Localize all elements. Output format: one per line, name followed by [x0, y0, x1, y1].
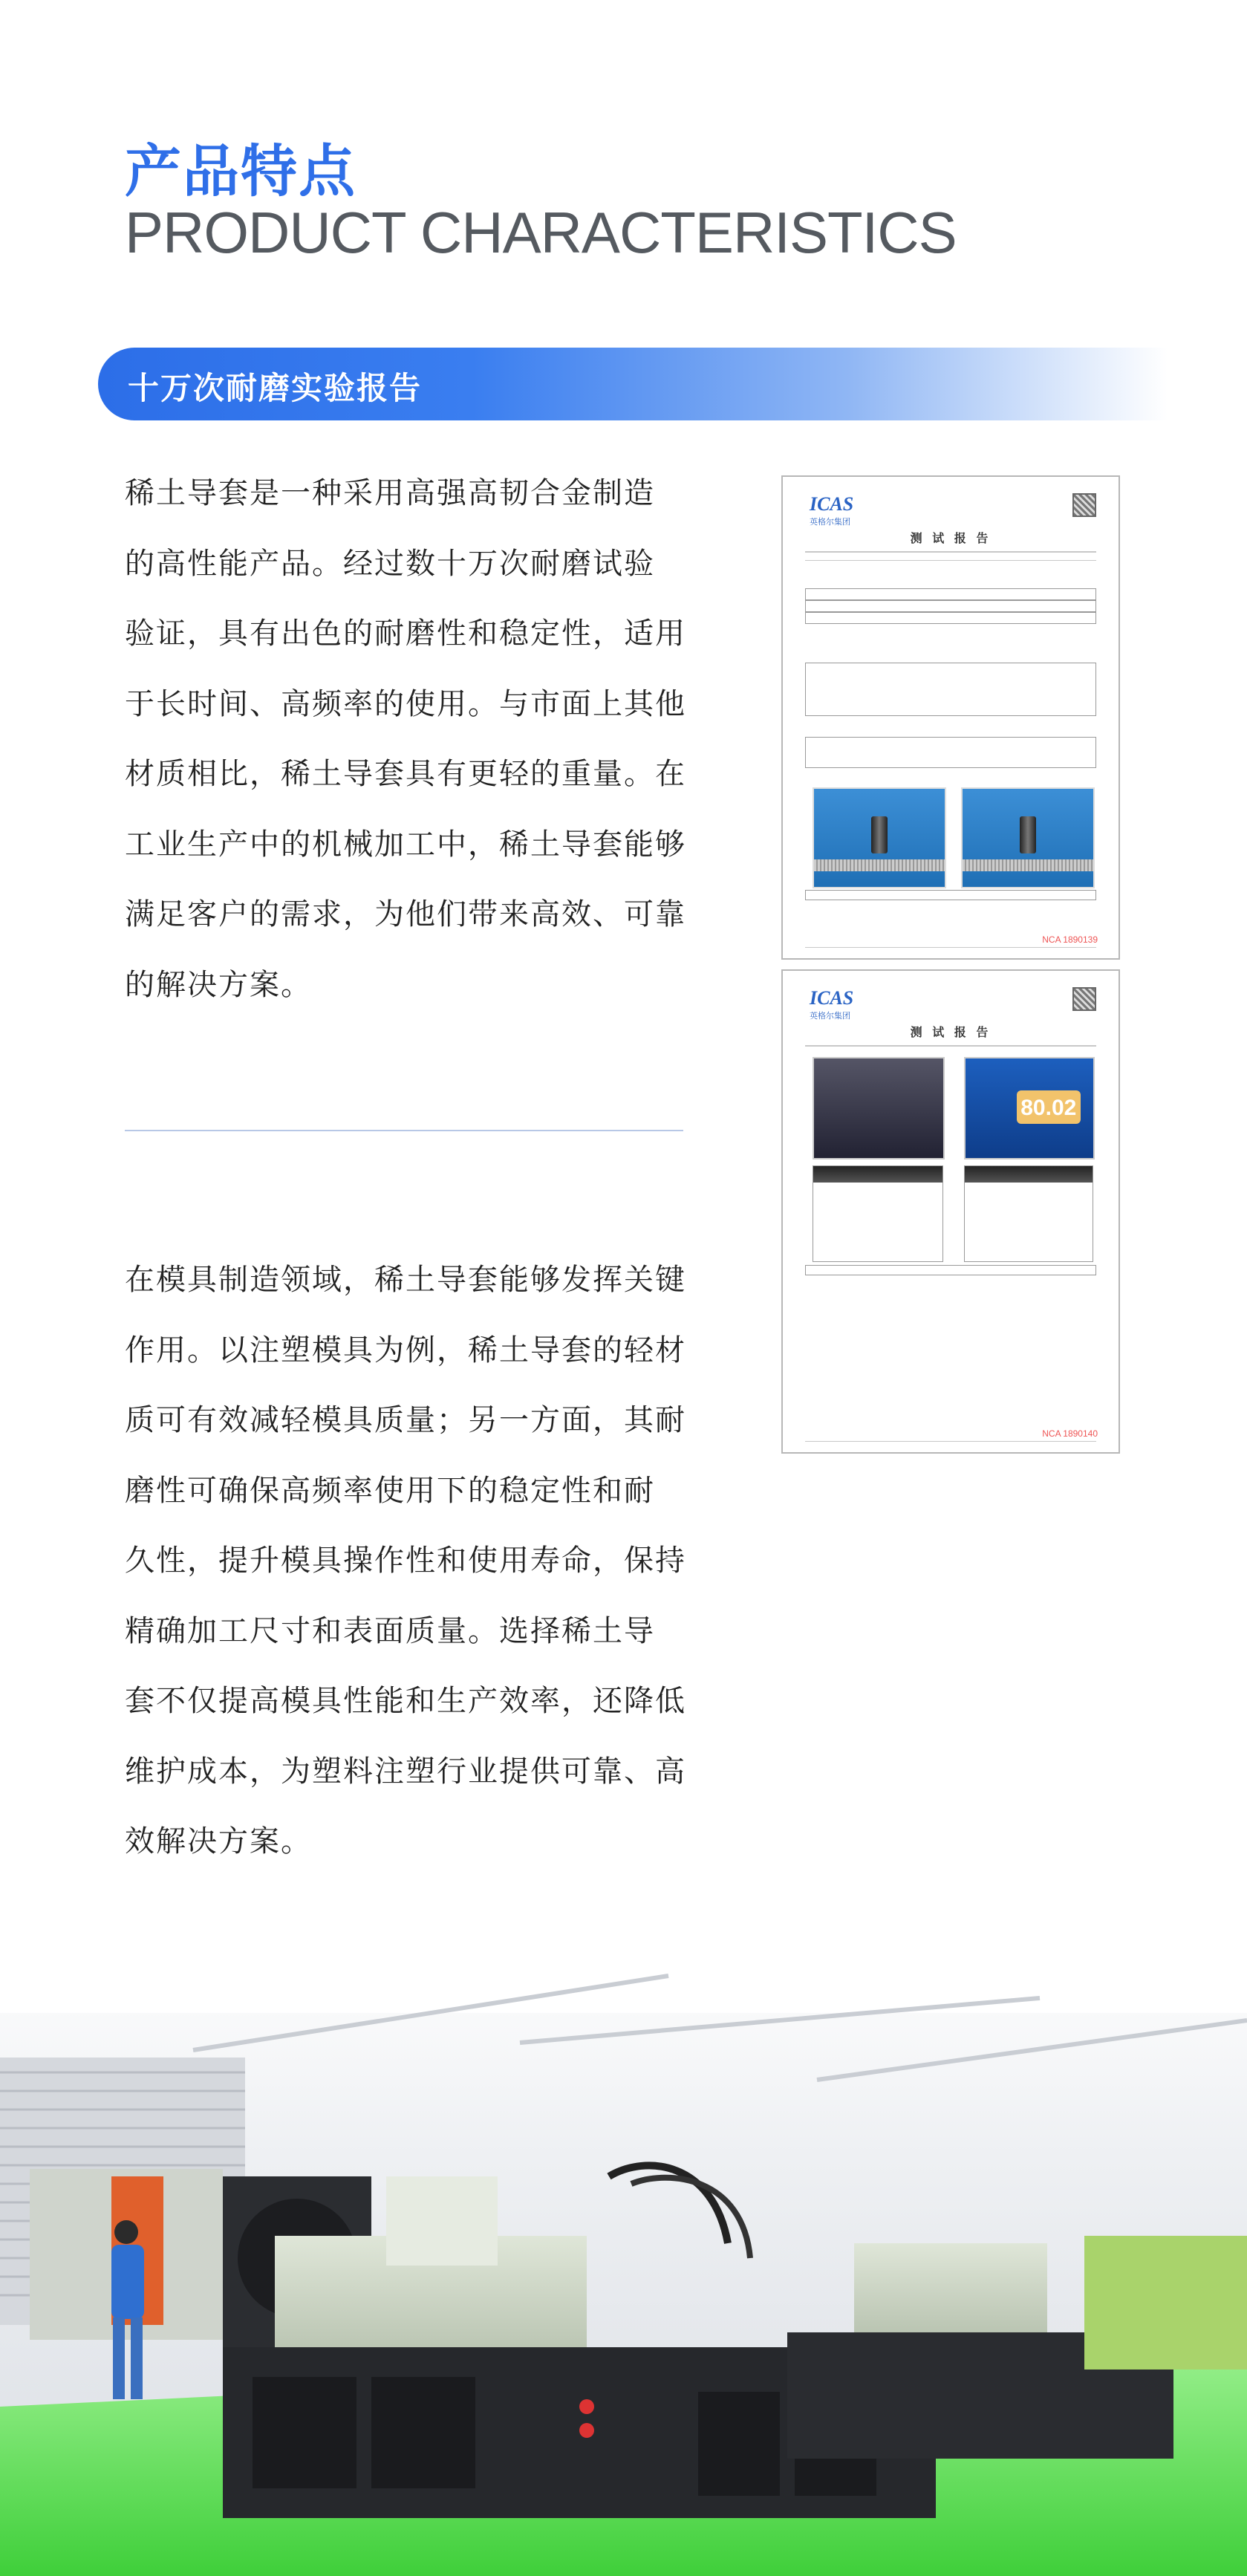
- paragraph-line: 质可有效减轻模具质量；另一方面，其耐: [125, 1403, 686, 1437]
- report-caption-row: [805, 890, 1096, 900]
- right-machine-housing: [854, 2243, 1047, 2340]
- report-title: 测 试 报 告: [910, 531, 992, 545]
- sample-strip: [813, 1166, 942, 1183]
- mold-paragraph: [125, 1245, 689, 1877]
- intro-paragraph: [125, 458, 689, 1020]
- sample-photo: [961, 787, 1095, 888]
- paragraph-line: 套不仅提高模具性能和生产效率，还降低: [125, 1684, 686, 1718]
- report-logo-sub: 英格尔集团: [810, 517, 850, 527]
- test-machine-photo: [813, 1057, 945, 1159]
- paragraph-line: 磨性可确保高频率使用下的稳定性和耐: [125, 1473, 655, 1508]
- report-footer-rule: [805, 947, 1096, 948]
- qr-code-icon: [1072, 987, 1096, 1011]
- section-banner-label: 十万次耐磨实验报告: [128, 370, 423, 406]
- report-caption-row: [805, 1265, 1096, 1275]
- test-report-page-2: [781, 969, 1120, 1454]
- test-report-page-1: [781, 475, 1120, 960]
- paragraph-line: 在模具制造领域，稀土导套能够发挥关键: [125, 1263, 686, 1297]
- report-table-row: [805, 600, 1096, 612]
- paragraph-line: 满足客户的需求，为他们带来高效、可靠: [125, 897, 686, 931]
- qr-code-icon: [1072, 493, 1096, 517]
- paragraph-line: 精确加工尺寸和表面质量。选择稀土导: [125, 1613, 655, 1648]
- report-number: NCA 1890140: [1042, 1428, 1098, 1439]
- guide-sleeve-sample: [871, 816, 887, 853]
- paragraph-line: 效解决方案。: [125, 1824, 312, 1858]
- paragraph-line: 的高性能产品。经过数十万次耐磨试验: [125, 546, 655, 581]
- report-table-row: [805, 588, 1096, 600]
- report-table-block: [805, 737, 1096, 768]
- sample-box-photo: [813, 1165, 943, 1262]
- guide-sleeve-sample: [1020, 816, 1035, 853]
- far-right-machine: [1084, 2236, 1247, 2370]
- report-footer-rule: [805, 1441, 1096, 1442]
- indicator-light: [579, 2399, 594, 2414]
- gauge-reading: 80.02: [1017, 1090, 1081, 1125]
- paragraph-line: 作用。以注塑模具为例，稀土导套的轻材: [125, 1333, 686, 1367]
- cabinet-door: [698, 2392, 780, 2496]
- report-table-block: [805, 663, 1096, 716]
- fade-top: [0, 1931, 1247, 2013]
- worker-body: [111, 2245, 144, 2319]
- sample-box-photo: [964, 1165, 1093, 1262]
- paragraph-line: 材质相比，稀土导套具有更轻的重量。在: [125, 757, 686, 791]
- paragraph-line: 于长时间、高频率的使用。与市面上其他: [125, 686, 686, 721]
- report-rule: [805, 1045, 1096, 1047]
- report-rule: [805, 551, 1096, 553]
- paragraph-line: 维护成本，为塑料注塑行业提供可靠、高: [125, 1754, 686, 1789]
- report-rule: [805, 560, 1096, 561]
- sample-strip: [965, 1166, 1093, 1183]
- report-title: 测 试 报 告: [910, 1025, 992, 1039]
- cabinet-door: [253, 2377, 356, 2488]
- gauge-screen-photo: [964, 1057, 1095, 1159]
- ruler: [814, 859, 945, 871]
- paragraph-line: 的解决方案。: [125, 967, 312, 1002]
- paragraph-line: 工业生产中的机械加工中，稀土导套能够: [125, 827, 686, 862]
- cabinet-door: [371, 2377, 475, 2488]
- main-machine-top: [386, 2176, 498, 2266]
- section-banner: [98, 348, 1168, 420]
- paragraph-line: 验证，具有出色的耐磨性和稳定性，适用: [125, 617, 686, 651]
- sample-photo: [813, 787, 946, 888]
- report-logo-sub: 英格尔集团: [810, 1011, 850, 1021]
- ruler: [963, 859, 1093, 871]
- factory-scene: [0, 1931, 1247, 2576]
- worker-head: [114, 2220, 138, 2244]
- indicator-light: [579, 2423, 594, 2438]
- worker-leg: [113, 2318, 125, 2399]
- factory-injection-machines-photo: [0, 1931, 1247, 2576]
- report-logo: ICAS: [810, 493, 854, 515]
- page-title-en: PRODUCT CHARACTERISTICS: [125, 200, 957, 265]
- paragraph-line: 稀土导套是一种采用高强高韧合金制造: [125, 476, 655, 510]
- report-number: NCA 1890139: [1042, 934, 1098, 945]
- paragraph-line: 久性，提升模具操作性和使用寿命，保持: [125, 1544, 686, 1578]
- report-logo: ICAS: [810, 987, 854, 1009]
- page-title-zh: 产品特点: [125, 138, 356, 204]
- section-divider: [125, 1130, 683, 1131]
- report-table-row: [805, 612, 1096, 624]
- worker-leg: [131, 2318, 143, 2399]
